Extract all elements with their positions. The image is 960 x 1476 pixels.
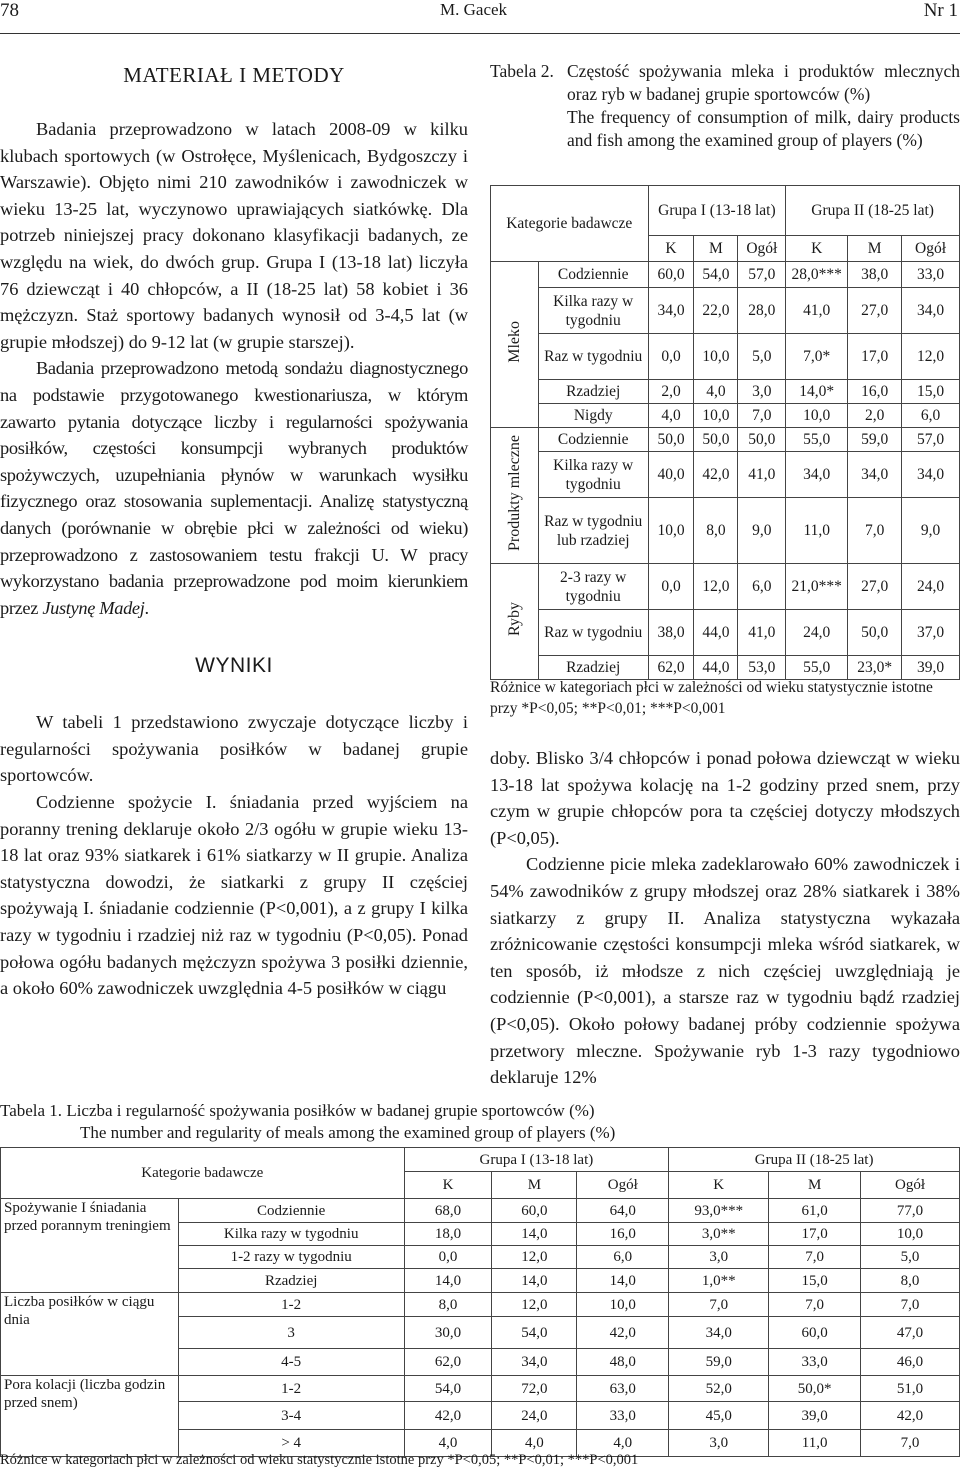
table1-cell: 42,0	[404, 1402, 492, 1430]
table2-cell: 59,0	[848, 428, 902, 452]
issue-number: Nr 1	[923, 0, 958, 21]
table2-cell: 6,0	[902, 404, 960, 428]
table2-cell: 28,0***	[786, 262, 848, 288]
table1-cell: 30,0	[404, 1317, 492, 1349]
table1-cell: 7,0	[861, 1430, 960, 1457]
table2-cell: 57,0	[902, 428, 960, 452]
table1-cell: 7,0	[769, 1246, 861, 1269]
table1-caption-en: The number and regularity of meals among the examined group of players (%)	[80, 1123, 616, 1142]
table1-section-label: Spożywanie I śniadania przed porannym treningiem	[1, 1199, 179, 1293]
table1-cell: 0,0	[404, 1246, 492, 1269]
paragraph-results-2: Codzienne spożycie I. śniadania przed wyjściem na poranny trening deklaruje około 2/3 ogółu w grupie wieku 13-18 lat oraz 93% siatkarek i 61% siatkarzy w II grupie. Analiza statystyczna dowodzi, że siatkarki z grupy II częściej spożywają I. śniadanie codziennie (P<0,001), a z grupy I kilka razy w tygodniu i rzadziej niż raz w tygodniu (P<0,05). Ponad połowa ogółu badanych mężczyzn spożywa 3 posiłki dziennie, a około 60% zawodniczek uwzględnia 4-5 posiłków w ciągu	[0, 792, 468, 999]
table1-note: Różnice w kategoriach płci w zależności od wieku statystycznie istotne przy *P<0,05; **P<0,01; ***P<0,001	[0, 1452, 639, 1468]
table1-cell: 12,0	[492, 1246, 577, 1269]
table1-cell: 15,0	[769, 1269, 861, 1293]
table2-label: Tabela 2.	[490, 61, 554, 81]
paragraph-methods-2-text: Badania przeprowadzono metodą sondażu diagnostycznego na podstawie przygotowanego kwestionariusza, w którym zawarto pytania dotyczące liczby i regularności spożywania posiłków, częstości konsumpcji wybranych produktów spożywczych, uzupełniania płynów w warunkach wysiłku fizycznego oraz stosowania suplementacji. Analizę statystyczną danych (porównanie w obrębie płci w zależności od wieku) przeprowadzono z zastosowaniem testu frakcji U. W pracy wykorzystano badania przeprowadzone pod moim kierunkiem przez	[0, 358, 468, 618]
table1-cell: 7,0	[861, 1293, 960, 1317]
table1-cell: 77,0	[861, 1199, 960, 1223]
table2-section-label	[491, 262, 539, 428]
table2-cell: 39,0	[902, 656, 960, 680]
table1-cell: 93,0***	[669, 1199, 769, 1223]
paragraph-methods-1: Badania przeprowadzono w latach 2008-09 w kilku klubach sportowych (w Ostrołęce, Myślenicach, Bydgoszczy i Warszawie). Objęto nimi 210 zawodników i zawodniczek w wieku 13-25 lat, wyczynowo uprawiających siatkówkę. Dla potrzeb niniejszej pracy dokonano klasyfikacji badanych, ze względu na wiek, do dwóch grup. Grupa I (13-18 lat) liczyła 76 dziewcząt i 40 chłopców, a II (18-25 lat) 58 kobiet i 36 mężczyzn. Staż sportowy badanych wynosił od 3-4,5 lat (w grupie młodszej) do 9-12 lat (w grupie starszej).	[0, 119, 468, 352]
table2-section-label	[491, 564, 539, 680]
table2-cell: 44,0	[694, 656, 738, 680]
table1-cell: 62,0	[404, 1349, 492, 1376]
table2-cell: 38,0	[848, 262, 902, 288]
table2-row-label: Raz w tygodniu	[538, 610, 648, 656]
table1-row-label: Kilka razy w tygodniu	[178, 1223, 404, 1246]
table2-cell: 12,0	[902, 334, 960, 380]
table2-cell: 14,0*	[786, 380, 848, 404]
table1-cell: 50,0*	[769, 1376, 861, 1402]
table2-cell: 9,0	[738, 498, 786, 564]
table2-section-milk: Mleko	[505, 321, 523, 363]
table2-cell: 16,0	[848, 380, 902, 404]
table1-cell: 34,0	[492, 1349, 577, 1376]
table2-cell: 60,0	[648, 262, 694, 288]
table1-row-label: Codziennie	[178, 1199, 404, 1223]
table2-cell: 4,0	[694, 380, 738, 404]
table2-cell: 5,0	[738, 334, 786, 380]
table2-cell: 28,0	[738, 288, 786, 334]
table1-col-header: K	[669, 1172, 769, 1199]
table1-cell: 3,0	[669, 1246, 769, 1269]
table2-cell: 34,0	[848, 452, 902, 498]
table2-cell: 50,0	[648, 428, 694, 452]
table1-caption-pl: Liczba i regularność spożywania posiłków w badanej grupie sportowców (%)	[66, 1101, 595, 1120]
table1-cell: 39,0	[769, 1402, 861, 1430]
table1-cell: 4,0	[577, 1430, 669, 1457]
table2-cell: 57,0	[738, 262, 786, 288]
table1-col-header: M	[769, 1172, 861, 1199]
table1-cell: 64,0	[577, 1199, 669, 1223]
table1-head-category: Kategorie badawcze	[1, 1148, 405, 1199]
table2-cell: 27,0	[848, 288, 902, 334]
table2-row-label: Rzadziej	[538, 656, 648, 680]
table2-cell: 55,0	[786, 428, 848, 452]
table2-section-label	[491, 428, 539, 564]
table2-head-category: Kategorie badawcze	[491, 186, 649, 262]
table1-cell: 7,0	[669, 1293, 769, 1317]
table1-cell: 10,0	[861, 1223, 960, 1246]
table2-row-label: Kilka razy w tygodniu	[538, 288, 648, 334]
table2-cell: 34,0	[902, 288, 960, 334]
table2-cell: 38,0	[648, 610, 694, 656]
table2-cell: 42,0	[694, 452, 738, 498]
table2-head-group2: Grupa II (18-25 lat)	[786, 186, 960, 236]
table2-cell: 33,0	[902, 262, 960, 288]
table1-cell: 4,0	[404, 1430, 492, 1457]
table1-cell: 33,0	[769, 1349, 861, 1376]
table1-cell: 68,0	[404, 1199, 492, 1223]
table1-row-label: 1-2 razy w tygodniu	[178, 1246, 404, 1269]
table2-row-label: 2-3 razy w tygodniu	[538, 564, 648, 610]
table1-cell: 1,0**	[669, 1269, 769, 1293]
table2-cell: 2,0	[848, 404, 902, 428]
table1-cell: 63,0	[577, 1376, 669, 1402]
table1-cell: 45,0	[669, 1402, 769, 1430]
table2-cell: 10,0	[694, 334, 738, 380]
table1-cell: 24,0	[492, 1402, 577, 1430]
table1-cell: 60,0	[492, 1199, 577, 1223]
table2-cell: 22,0	[694, 288, 738, 334]
table2-cell: 12,0	[694, 564, 738, 610]
table1-col-header: Ogół	[861, 1172, 960, 1199]
table2-section-dairy: Produkty mleczne	[505, 435, 523, 551]
table1-cell: 14,0	[492, 1223, 577, 1246]
table1-cell: 54,0	[404, 1376, 492, 1402]
table1-section-label: Liczba posiłków w ciągu dnia	[1, 1293, 179, 1376]
table1-cell: 59,0	[669, 1349, 769, 1376]
table2-cell: 27,0	[848, 564, 902, 610]
table2-cell: 41,0	[738, 610, 786, 656]
table2-cell: 3,0	[738, 380, 786, 404]
table1-row-label: 4-5	[178, 1349, 404, 1376]
table1-cell: 52,0	[669, 1376, 769, 1402]
paragraph-results-1: W tabeli 1 przedstawiono zwyczaje dotyczące liczby i regularności spożywania posiłków w badanej grupie sportowców.	[0, 712, 468, 786]
table1-cell: 72,0	[492, 1376, 577, 1402]
table2-col-header: Ogół	[902, 236, 960, 262]
table1-cell: 14,0	[492, 1269, 577, 1293]
table2-row-label: Kilka razy w tygodniu	[538, 452, 648, 498]
table2-cell: 53,0	[738, 656, 786, 680]
table2-cell: 10,0	[648, 498, 694, 564]
running-author: M. Gacek	[440, 0, 508, 19]
table1-head-group2: Grupa II (18-25 lat)	[669, 1148, 960, 1172]
table2-cell: 8,0	[694, 498, 738, 564]
table1-col-header: M	[492, 1172, 577, 1199]
table1-cell: 11,0	[769, 1430, 861, 1457]
table1-cell: 8,0	[404, 1293, 492, 1317]
table2-row-label: Codziennie	[538, 262, 648, 288]
table2-cell: 0,0	[648, 564, 694, 610]
table1-cell: 10,0	[577, 1293, 669, 1317]
table2-cell: 15,0	[902, 380, 960, 404]
table2-cell: 41,0	[738, 452, 786, 498]
table1-cell: 18,0	[404, 1223, 492, 1246]
table2-cell: 10,0	[694, 404, 738, 428]
table1-cell: 3,0	[669, 1430, 769, 1457]
table1	[0, 1147, 960, 1457]
section-title-methods: MATERIAŁ I METODY	[123, 63, 345, 87]
table1-cell: 60,0	[769, 1317, 861, 1349]
table2-cell: 62,0	[648, 656, 694, 680]
table2-col-header: M	[848, 236, 902, 262]
section-title-results: WYNIKI	[195, 654, 273, 678]
table2	[490, 185, 960, 680]
table1-row-label: 3	[178, 1317, 404, 1349]
table2-cell: 7,0	[738, 404, 786, 428]
table2-cell: 7,0*	[786, 334, 848, 380]
table1-row-label: 1-2	[178, 1293, 404, 1317]
table2-cell: 34,0	[648, 288, 694, 334]
table1-row-label: > 4	[178, 1430, 404, 1457]
table1-cell: 14,0	[404, 1269, 492, 1293]
table2-caption-pl: Częstość spożywania mleka i produktów mlecznych oraz ryb w badanej grupie sportowców (%)	[567, 61, 960, 104]
left-column	[0, 60, 468, 1002]
table2-col-header: M	[694, 236, 738, 262]
table2-cell: 34,0	[786, 452, 848, 498]
table1-label: Tabela 1.	[0, 1101, 63, 1120]
table2-row-label: Nigdy	[538, 404, 648, 428]
table2-col-header: K	[648, 236, 694, 262]
table1-row-label: Rzadziej	[178, 1269, 404, 1293]
table1-cell: 3,0**	[669, 1223, 769, 1246]
paragraph-right-1: doby. Blisko 3/4 chłopców i ponad połowa dziewcząt w wieku 13-18 lat spożywa kolację na 1-2 godziny przed snem, przy czym w grupie chłopców pora ta częściej dotyczy młodszych (P<0,05).	[490, 748, 960, 848]
table1-row-label: 1-2	[178, 1376, 404, 1402]
table2-cell: 44,0	[694, 610, 738, 656]
table2-cell: 50,0	[848, 610, 902, 656]
table2-cell: 50,0	[738, 428, 786, 452]
table2-cell: 37,0	[902, 610, 960, 656]
table2-cell: 4,0	[648, 404, 694, 428]
table2-cell: 34,0	[902, 452, 960, 498]
table2-col-header: Ogół	[738, 236, 786, 262]
table1-cell: 5,0	[861, 1246, 960, 1269]
table2-row-label: Raz w tygodniu lub rzadziej	[538, 498, 648, 564]
header-rule	[0, 33, 960, 34]
table2-note: Różnice w kategoriach płci w zależności od wieku statystycznie istotne przy *P<0,05; **P<0,01; ***P<0,001	[490, 679, 933, 717]
table1-cell: 14,0	[577, 1269, 669, 1293]
table2-cell: 23,0*	[848, 656, 902, 680]
table1-cell: 42,0	[577, 1317, 669, 1349]
paragraph-methods-2	[0, 355, 468, 621]
table2-cell: 40,0	[648, 452, 694, 498]
running-header	[0, 0, 960, 34]
paragraph-methods-2-end: .	[144, 597, 149, 618]
table2-head-group1: Grupa I (13-18 lat)	[648, 186, 786, 236]
table2-cell: 24,0	[902, 564, 960, 610]
table2-caption-en: The frequency of consumption of milk, dairy products and fish among the examined group of players (%)	[567, 107, 960, 150]
table1-cell: 16,0	[577, 1223, 669, 1246]
table1-cell: 12,0	[492, 1293, 577, 1317]
table1-cell: 54,0	[492, 1317, 577, 1349]
table1-caption	[0, 1100, 960, 1144]
table2-cell: 10,0	[786, 404, 848, 428]
table1-col-header: Ogół	[577, 1172, 669, 1199]
table1-cell: 6,0	[577, 1246, 669, 1269]
table2-cell: 17,0	[848, 334, 902, 380]
table2-cell: 24,0	[786, 610, 848, 656]
right-column	[490, 745, 960, 1091]
page-number: 78	[0, 0, 19, 21]
supervisor-name: Justynę Madej	[42, 597, 145, 618]
table2-cell: 54,0	[694, 262, 738, 288]
table1-cell: 48,0	[577, 1349, 669, 1376]
table2-cell: 21,0***	[786, 564, 848, 610]
table2-section-fish: Ryby	[505, 601, 523, 637]
table1-cell: 33,0	[577, 1402, 669, 1430]
table2-caption	[490, 60, 960, 152]
table1-cell: 42,0	[861, 1402, 960, 1430]
table2-cell: 55,0	[786, 656, 848, 680]
table1-cell: 46,0	[861, 1349, 960, 1376]
table1-cell: 8,0	[861, 1269, 960, 1293]
table1-row-label: 3-4	[178, 1402, 404, 1430]
table1-cell: 47,0	[861, 1317, 960, 1349]
table2-row-label: Rzadziej	[538, 380, 648, 404]
table2-row-label: Raz w tygodniu	[538, 334, 648, 380]
table2-row-label: Codziennie	[538, 428, 648, 452]
table1-cell: 17,0	[769, 1223, 861, 1246]
table1-col-header: K	[404, 1172, 492, 1199]
table2-cell: 11,0	[786, 498, 848, 564]
table2-col-header: K	[786, 236, 848, 262]
table2-cell: 7,0	[848, 498, 902, 564]
table1-cell: 34,0	[669, 1317, 769, 1349]
table2-cell: 41,0	[786, 288, 848, 334]
paragraph-right-2: Codzienne picie mleka zadeklarowało 60% zawodniczek i 54% zawodników z grupy młodszej oraz 28% siatkarek i 38% siatkarzy z grupy II. Analiza statystyczna wykazała zróżnicowanie częstości konsumpcji mleka wśród siatkarek, w ten sposób, iż młodsze z nich częściej uwzględniają je codziennie (P<0,001), a starsze raz w tygodniu bądź rzadziej (P<0,05). Około połowy badanej próby codziennie spożywa przetwory mleczne. Spożywanie ryb 1-3 razy tygodniowo deklaruje 12%	[490, 854, 960, 1088]
table1-cell: 7,0	[769, 1293, 861, 1317]
table1-head-group1: Grupa I (13-18 lat)	[404, 1148, 669, 1172]
table2-cell: 50,0	[694, 428, 738, 452]
table2-cell: 6,0	[738, 564, 786, 610]
table2-cell: 2,0	[648, 380, 694, 404]
table2-cell: 9,0	[902, 498, 960, 564]
table1-section-label: Pora kolacji (liczba godzin przed snem)	[1, 1376, 179, 1457]
table1-cell: 61,0	[769, 1199, 861, 1223]
table1-cell: 51,0	[861, 1376, 960, 1402]
table2-cell: 0,0	[648, 334, 694, 380]
table1-cell: 4,0	[492, 1430, 577, 1457]
